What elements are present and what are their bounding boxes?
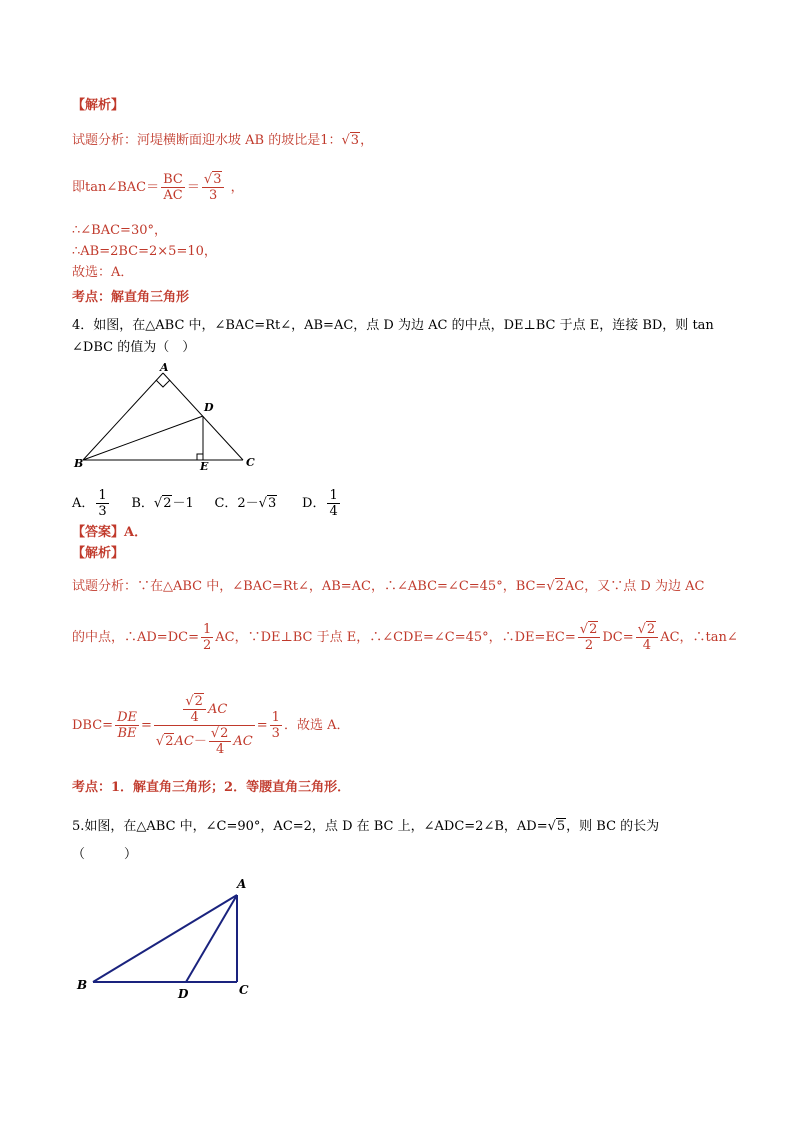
label-d: D <box>178 987 189 1001</box>
q4-stem-line2: ∠DBC 的值为（ ） <box>72 340 196 355</box>
label-c: C <box>246 456 255 469</box>
q5-stem-line1: 5.如图，在△ABC 中，∠C=90°，AC=2，点 D 在 BC 上，∠ADC=2∠B，AD=√5，则 BC 的长为 <box>72 819 660 834</box>
analysis-line-ab: ∴AB=2BC=2×5=10， <box>72 244 217 259</box>
q4-answer: 【答案】A． <box>72 525 148 540</box>
q4-knowledge-point: 考点：1．解直角三角形；2．等腰直角三角形． <box>72 780 351 795</box>
q4-analysis-line2: 的中点，∴AD=DC= $\frac{1}{2}$ AC，∵DE⊥BC 于点 E，∴∠CDE=∠C=45°，∴DE=EC= $\frac{√2}{2}$ DC= $\frac{√2}{4}$ AC，∴tan∠ <box>72 622 738 653</box>
segment-ab <box>83 373 163 460</box>
label-e: E <box>200 460 209 473</box>
label-c: C <box>239 983 249 997</box>
sqrt-symbol: √3 <box>341 133 360 148</box>
analysis-line-angle: ∴∠BAC=30°， <box>72 223 167 238</box>
q4-analysis-line1: 试题分析：∵在△ABC 中，∠BAC=Rt∠，AB=AC，∴∠ABC=∠C=45°，BC=√2AC，又∵点 D 为边 AC <box>72 579 705 594</box>
label-a: A <box>237 877 247 891</box>
q4-analysis-heading: 【解析】 <box>72 546 125 561</box>
q4-triangle-figure <box>70 360 270 475</box>
segment-ad <box>186 895 237 982</box>
label-d: D <box>204 401 214 414</box>
option-a[interactable]: A． $\frac{1}{3}$ <box>72 488 107 519</box>
option-b[interactable]: B．√2－1 <box>131 496 194 511</box>
q4-analysis-line3: DBC= $\frac{DE}{BE}$ = $\frac{√2}{4}$ AC √2AC－ $\frac{√2}{4}$ AC = $\frac{1}{3}$ ．故选 A． <box>72 694 350 757</box>
right-angle-mark-a <box>156 380 170 387</box>
option-c[interactable]: C．2－√3 <box>214 496 277 511</box>
analysis-line-choice: 故选：A． <box>72 265 134 280</box>
q4-options <box>72 488 342 519</box>
label-a: A <box>160 361 169 374</box>
analysis-line-tan: 即tan∠BAC＝ $\frac{BC}{AC}$ ＝ $\frac{√3}{3}$ ， <box>72 172 244 203</box>
label-b: B <box>74 457 84 470</box>
segment-bd <box>83 416 203 460</box>
q5-stem-line2: （ ） <box>72 847 138 862</box>
q4-stem-line1: 4．如图，在△ABC 中，∠BAC=Rt∠，AB=AC，点 D 为边 AC 的中点，DE⊥BC 于点 E，连接 BD，则 tan <box>72 318 714 333</box>
analysis-line-slope: 试题分析：河堤横断面迎水坡 AB 的坡比是1：√3， <box>72 133 374 148</box>
label-b: B <box>77 978 88 992</box>
q5-triangle-figure <box>72 872 262 1002</box>
analysis-heading: 【解析】 <box>72 98 125 113</box>
option-d[interactable]: D． $\frac{1}{4}$ <box>302 488 338 519</box>
knowledge-point: 考点：解直角三角形 <box>72 290 190 305</box>
segment-ab <box>93 895 237 982</box>
